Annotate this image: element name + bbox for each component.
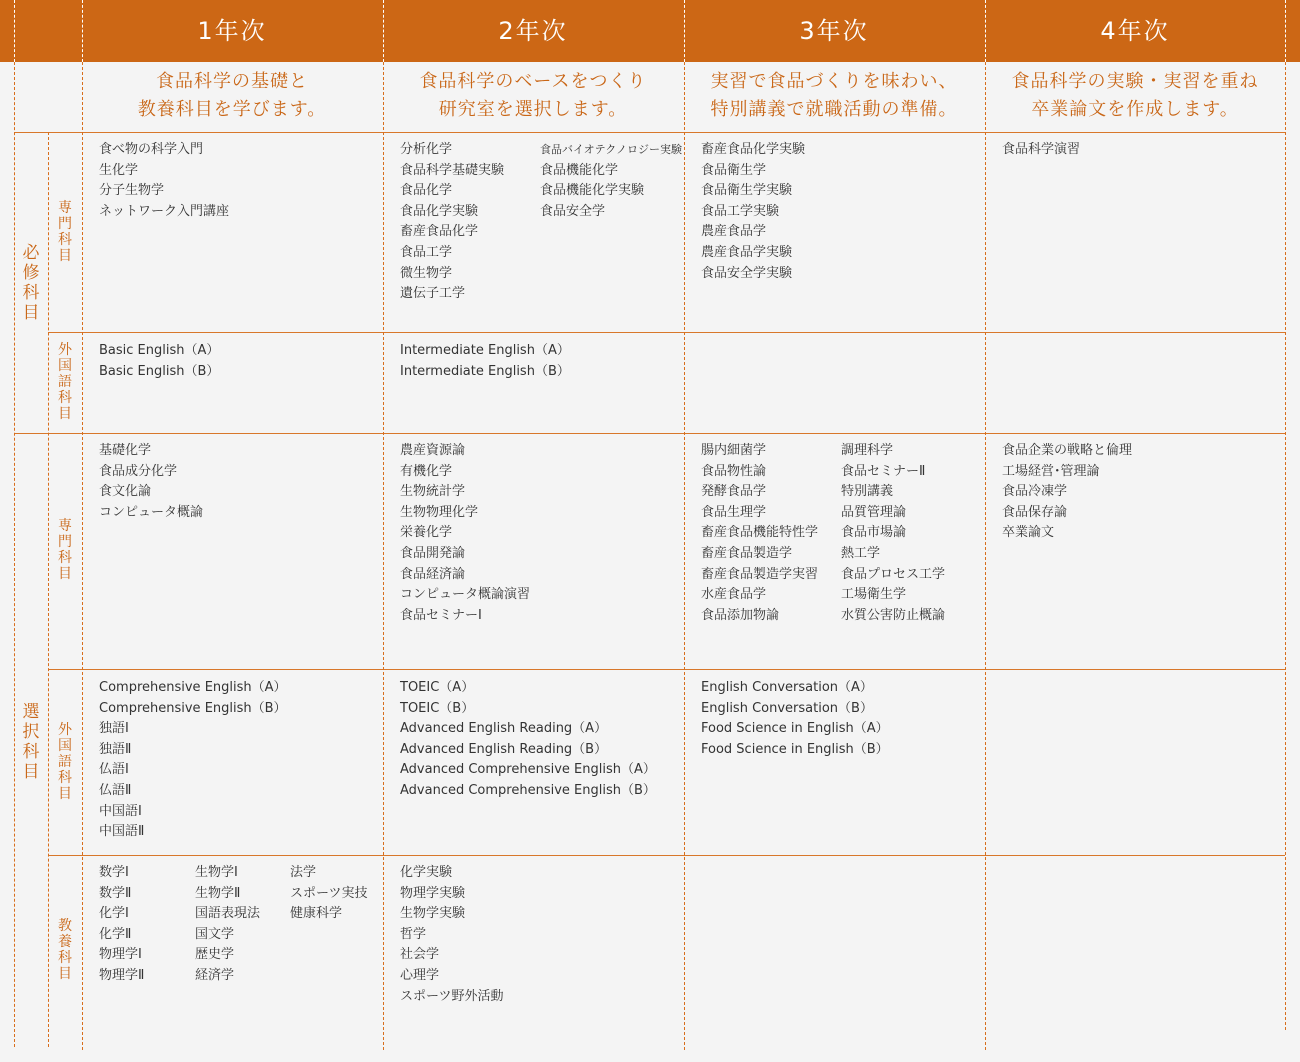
category-elective: 選択科目: [22, 702, 40, 782]
year-2-heading: 2年次: [498, 17, 568, 45]
course: ネットワーク入門講座: [99, 203, 230, 219]
course: 化学Ⅰ: [99, 906, 129, 922]
course: 生物物理化学: [400, 504, 479, 520]
divider-v-5: [1285, 62, 1286, 1030]
cell-ele-specialized-y3-col1: [701, 441, 818, 626]
cell-req-specialized-y2-col2: [540, 140, 682, 222]
year-4-heading: 4年次: [1100, 17, 1170, 45]
course: 農産資源論: [400, 443, 466, 458]
course: Comprehensive English（B）: [99, 700, 287, 716]
goal-year-1: 食品科学の基礎と 教養科目を学びます。: [137, 71, 327, 120]
course: 発酵食品学: [701, 484, 767, 500]
subcategory-ele-specialized: 専門科目: [58, 518, 72, 582]
year-1-heading: 1年次: [197, 17, 267, 45]
course: 食品プロセス工学: [841, 566, 946, 582]
course: コンピュータ概論: [99, 504, 204, 520]
divider-v-sub: [48, 132, 49, 1047]
course: 食品科学演習: [1002, 142, 1081, 157]
course: 食品機能化学: [540, 162, 619, 178]
course: スポーツ実技: [290, 885, 368, 901]
course: Advanced Comprehensive English（A）: [400, 762, 656, 778]
course: 生物統計学: [400, 484, 466, 500]
course: 食品冷凍学: [1002, 484, 1068, 500]
course: Advanced English Reading（B）: [400, 741, 608, 757]
course: 食品セミナーⅡ: [841, 463, 926, 479]
cell-ele-liberal-y1-col1: [99, 863, 144, 987]
course: Advanced Comprehensive English（B）: [400, 782, 656, 798]
course: 法学: [290, 865, 317, 880]
course: 数学Ⅱ: [99, 885, 132, 901]
divider-v-head-1: [82, 0, 83, 62]
cell-ele-specialized-y3-col2: [841, 441, 945, 626]
course: 独語Ⅰ: [99, 721, 129, 737]
course: 食品市場論: [841, 525, 907, 541]
goal-year-4: 食品科学の実験・実習を重ね 卒業論文を作成します。: [1011, 71, 1259, 120]
goal-year-3: 実習で食品づくりを味わい、 特別講義で就職活動の準備。: [710, 71, 958, 120]
year-3-heading: 3年次: [799, 17, 869, 45]
course: 国文学: [195, 926, 235, 942]
course: スポーツ野外活動: [400, 988, 504, 1004]
course: Intermediate English（B）: [400, 363, 570, 379]
goal-year-2: 食品科学のベースをつくり 研究室を選択します。: [419, 71, 647, 120]
course: 仏語Ⅱ: [99, 782, 132, 798]
course: 中国語Ⅰ: [99, 803, 142, 819]
course: 熱工学: [841, 545, 881, 561]
divider-ele-sub-2: [48, 855, 1285, 856]
cell-ele-foreign-y2: [400, 678, 656, 802]
divider-goals: [14, 132, 1285, 133]
course: 分析化学: [400, 142, 453, 157]
cell-ele-liberal-y2: [400, 863, 503, 1007]
divider-v-2: [383, 62, 384, 1050]
course: Food Science in English（A）: [701, 721, 889, 737]
divider-v-0: [14, 62, 15, 1047]
cell-ele-foreign-y1: [99, 678, 287, 843]
cell-req-foreign-y2: [400, 341, 570, 382]
divider-required: [14, 433, 1285, 434]
course: 食品科学基礎実験: [400, 162, 505, 178]
divider-v-head-3: [684, 0, 685, 62]
course: 工場衛生学: [841, 587, 907, 603]
course: TOEIC（B）: [400, 700, 475, 716]
course: 腸内細菌学: [701, 443, 767, 458]
course: 歴史学: [195, 947, 235, 963]
course: 品質管理論: [841, 504, 907, 520]
cell-ele-foreign-y3: [701, 678, 889, 760]
divider-req-sub: [48, 332, 1285, 333]
cell-ele-specialized-y2: [400, 441, 530, 626]
course: 化学Ⅱ: [99, 926, 132, 942]
course: 食品安全学実験: [701, 265, 793, 281]
course: 生物学Ⅰ: [195, 865, 238, 880]
course: 工場経営･管理論: [1002, 463, 1100, 479]
course: 仏語Ⅰ: [99, 762, 129, 778]
course: 水質公害防止概論: [841, 607, 946, 623]
course: 心理学: [400, 967, 440, 983]
course: 畜産食品化学実験: [701, 142, 806, 157]
course: 食品経済論: [400, 566, 466, 582]
course: 哲学: [400, 926, 427, 942]
course: 食べ物の科学入門: [99, 142, 204, 157]
cell-ele-liberal-y1-col3: [290, 863, 367, 925]
course: 分子生物学: [99, 183, 165, 199]
course: 遺伝子工学: [400, 286, 466, 302]
course: 食品保存論: [1002, 504, 1068, 520]
course: 有機化学: [400, 463, 453, 479]
course: 畜産食品化学: [400, 224, 479, 240]
cell-req-foreign-y1: [99, 341, 219, 382]
course: TOEIC（A）: [400, 680, 475, 695]
course: English Conversation（B）: [701, 700, 873, 716]
course: 食品企業の戦略と倫理: [1002, 443, 1133, 458]
course: 卒業論文: [1002, 525, 1055, 541]
course: 畜産食品機能特性学: [701, 525, 819, 541]
course: 国語表現法: [195, 906, 261, 922]
course: 調理科学: [841, 443, 894, 458]
course: 社会学: [400, 947, 440, 963]
course: 物理学Ⅰ: [99, 947, 142, 963]
course: 食品バイオテクノロジー実験: [540, 143, 683, 156]
cell-ele-liberal-y1-col2: [195, 863, 260, 987]
divider-v-head-2: [383, 0, 384, 62]
course: 食品セミナーⅠ: [400, 607, 482, 623]
course: 生物学実験: [400, 906, 466, 922]
course: 特別講義: [841, 484, 894, 500]
cell-req-specialized-y1: [99, 140, 229, 222]
subcategory-ele-liberal: 教養科目: [58, 918, 72, 982]
course: 中国語Ⅱ: [99, 824, 145, 840]
course: 化学実験: [400, 865, 453, 880]
divider-v-1: [82, 62, 83, 1050]
course: Intermediate English（A）: [400, 343, 570, 358]
subcategory-req-specialized: 専門科目: [58, 200, 72, 264]
course: 畜産食品製造学: [701, 545, 793, 561]
course: 生物学Ⅱ: [195, 885, 241, 901]
course: 農産食品学: [701, 224, 767, 240]
cell-req-specialized-y2-col1: [400, 140, 504, 305]
course: English Conversation（A）: [701, 680, 873, 695]
course: 食品安全学: [540, 203, 606, 219]
course: 食品物性論: [701, 463, 767, 479]
course: Basic English（B）: [99, 363, 220, 379]
divider-v-head-4: [985, 0, 986, 62]
course: Advanced English Reading（A）: [400, 721, 608, 737]
course: Comprehensive English（A）: [99, 680, 287, 695]
course: 食文化論: [99, 484, 152, 500]
course: 生化学: [99, 162, 139, 178]
cell-ele-specialized-y4: [1002, 441, 1132, 544]
subcategory-ele-foreign: 外国語科目: [58, 722, 72, 802]
course: 栄養化学: [400, 525, 453, 541]
course: 経済学: [195, 967, 235, 983]
cell-req-specialized-y3: [701, 140, 805, 284]
course: 食品工学: [400, 244, 453, 260]
course: 食品化学実験: [400, 203, 479, 219]
course: 食品成分化学: [99, 463, 178, 479]
course: 農産食品学実験: [701, 244, 793, 260]
divider-v-head-5: [1285, 0, 1286, 62]
course: 水産食品学: [701, 587, 767, 603]
course: 食品開発論: [400, 545, 466, 561]
cell-req-specialized-y4: [1002, 140, 1080, 161]
course: Basic English（A）: [99, 343, 220, 358]
course: 数学Ⅰ: [99, 865, 129, 880]
course: 食品化学: [400, 183, 453, 199]
course: 微生物学: [400, 265, 453, 281]
category-required: 必修科目: [22, 243, 40, 323]
course: 基礎化学: [99, 443, 152, 458]
subcategory-req-foreign: 外国語科目: [58, 342, 72, 422]
course: 食品衛生学実験: [701, 183, 793, 199]
course: 食品機能化学実験: [540, 183, 645, 199]
divider-v-3: [684, 62, 685, 1050]
course: Food Science in English（B）: [701, 741, 889, 757]
course: 独語Ⅱ: [99, 741, 132, 757]
course: 食品衛生学: [701, 162, 767, 178]
course: 食品生理学: [701, 504, 767, 520]
course: 食品工学実験: [701, 203, 780, 219]
divider-v-head-0: [14, 0, 15, 62]
divider-ele-sub-1: [48, 669, 1285, 670]
divider-v-4: [985, 62, 986, 1050]
course: 食品添加物論: [701, 607, 780, 623]
course: 物理学実験: [400, 885, 466, 901]
course: コンピュータ概論演習: [400, 587, 531, 603]
course: 健康科学: [290, 906, 343, 922]
cell-ele-specialized-y1: [99, 441, 203, 523]
course: 畜産食品製造学実習: [701, 566, 819, 582]
course: 物理学Ⅱ: [99, 967, 145, 983]
